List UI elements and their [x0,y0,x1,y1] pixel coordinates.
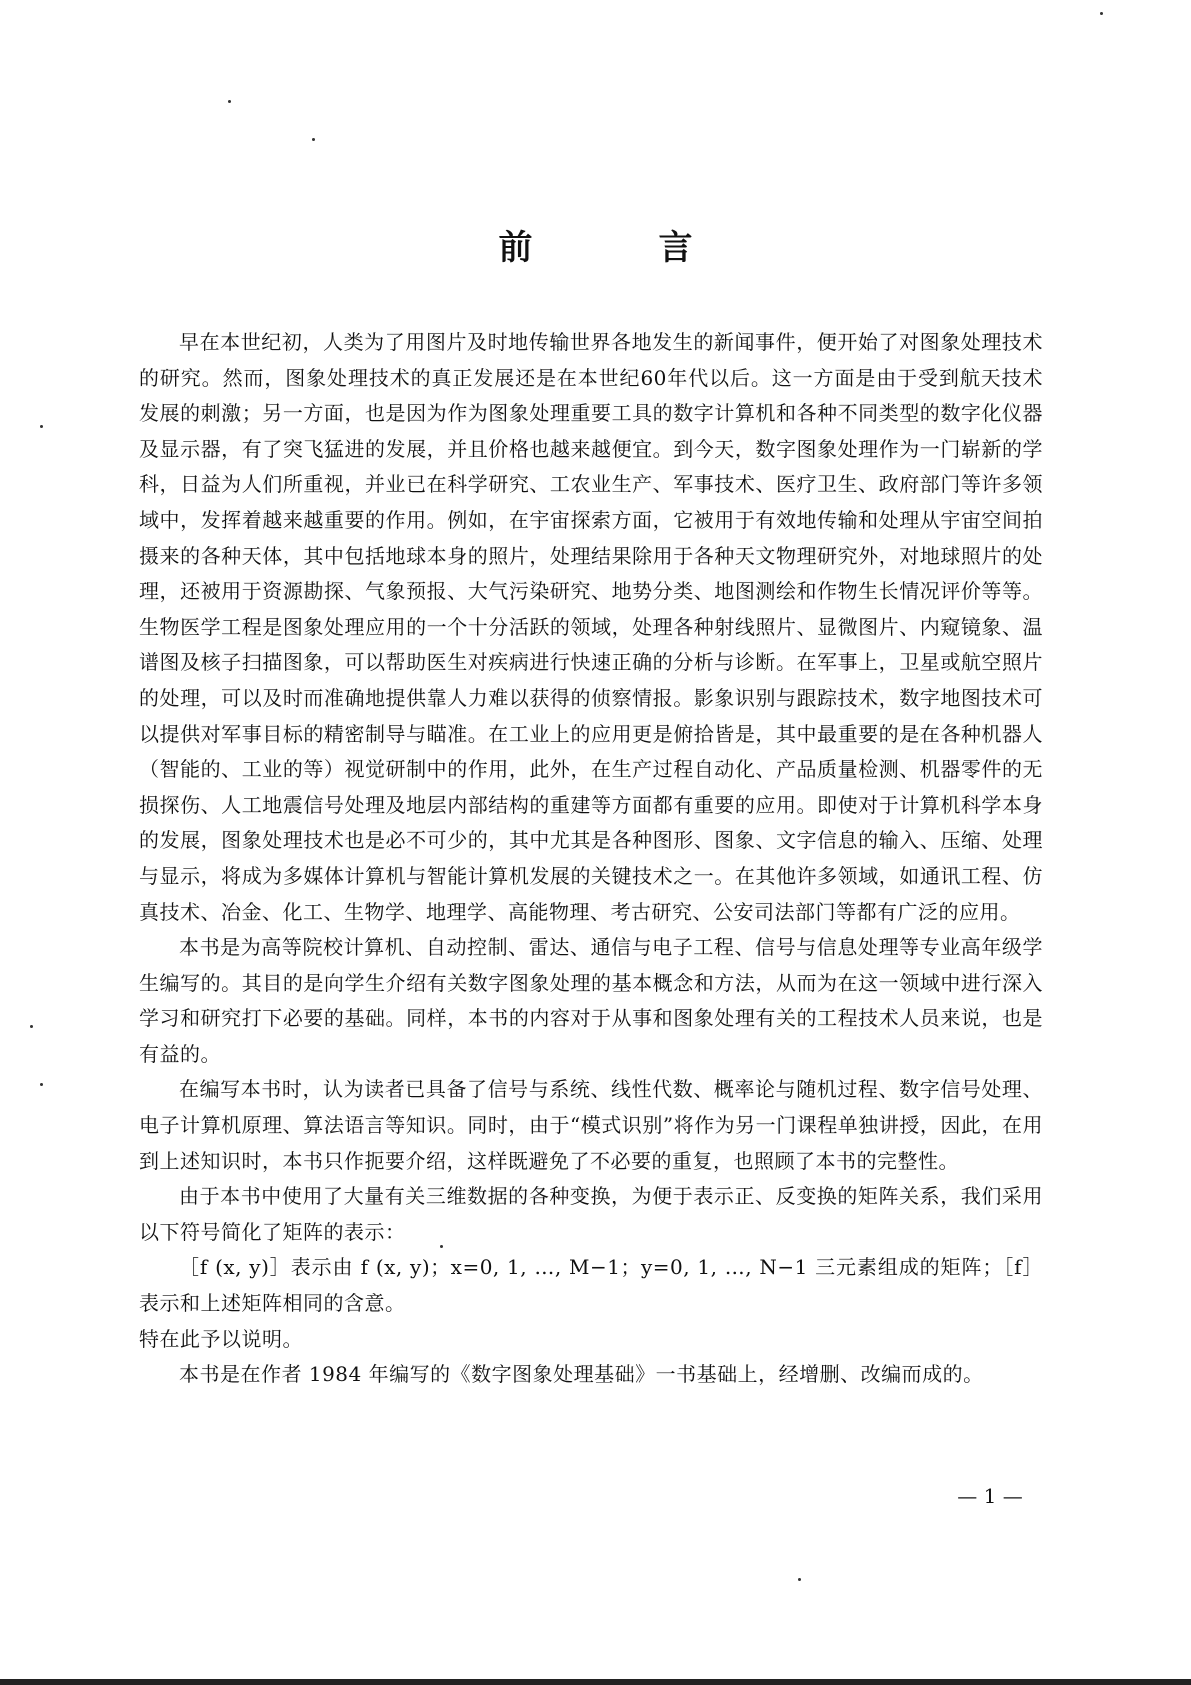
scan-edge [0,1679,1191,1685]
paragraph: 早在本世纪初，人类为了用图片及时地传输世界各地发生的新闻事件，便开始了对图象处理技术的研究。然而，图象处理技术的真正发展还是在本世纪60年代以后。这一方面是由于受到航天技术发展的刺激；另一方面，也是因为作为图象处理重要工具的数字计算机和各种不同类型的数字化仪器及显示器，有了突飞猛进的发展，并且价格也越来越便宜。到今天，数字图象处理作为一门崭新的学科，日益为人们所重视，并业已在科学研究、工农业生产、军事技术、医疗卫生、政府部门等许多领域中，发挥着越来越重要的作用。例如，在宇宙探索方面，它被用于有效地传输和处理从宇宙空间拍摄来的各种天体，其中包括地球本身的照片，处理结果除用于各种天文物理研究外，对地球照片的处理，还被用于资源勘探、气象预报、大气污染研究、地势分类、地图测绘和作物生长情况评价等等。生物医学工程是图象处理应用的一个十分活跃的领域，处理各种射线照片、显微图片、内窥镜象、温谱图及核子扫描图象，可以帮助医生对疾病进行快速正确的分析与诊断。在军事上，卫星或航空照片的处理，可以及时而准确地提供靠人力难以获得的侦察情报。影象识别与跟踪技术，数字地图技术可以提供对军事目标的精密制导与瞄准。在工业上的应用更是俯拾皆是，其中最重要的是在各种机器人（智能的、工业的等）视觉研制中的作用，此外，在生产过程自动化、产品质量检测、机器零件的无损探伤、人工地震信号处理及地层内部结构的重建等方面都有重要的应用。即使对于计算机科学本身的发展，图象处理技术也是必不可少的，其中尤其是各种图形、图象、文字信息的输入、压缩、处理与显示，将成为多媒体计算机与智能计算机发展的关键技术之一。在其他许多领域，如通讯工程、仿真技术、冶金、化工、生物学、地理学、高能物理、考古研究、公安司法部门等都有广泛的应用。 [139,330,1043,924]
scan-speck [40,425,43,428]
paragraph: ［f (x, y)］表示由 f (x, y)；x=0, 1, …, M−1；y=0, 1, …, N−1 三元素组成的矩阵；［f］表示和上述矩阵相同的含意。 [139,1255,1043,1316]
page-number: — 1 — [957,1484,1023,1508]
scan-speck [1100,12,1103,15]
page-title: 前 言 [498,228,739,268]
scan-speck [40,1083,43,1086]
scan-speck [228,100,231,103]
paragraph: 本书是在作者 1984 年编写的《数字图象处理基础》一书基础上，经增删、改编而成的。 [179,1362,984,1387]
scan-speck [312,138,315,141]
paragraph: 本书是为高等院校计算机、自动控制、雷达、通信与电子工程、信号与信息处理等专业高年级学生编写的。其目的是向学生介绍有关数字图象处理的基本概念和方法，从而为在这一领域中进行深入学习和研究打下必要的基础。同样，本书的内容对于从事和图象处理有关的工程技术人员来说，也是有益的。 [139,935,1043,1066]
paragraph: 在编写本书时，认为读者已具备了信号与系统、线性代数、概率论与随机过程、数字信号处理、电子计算机原理、算法语言等知识。同时，由于“模式识别”将作为另一门课程单独讲授，因此，在用到上述知识时，本书只作扼要介绍，这样既避免了不必要的重复，也照顾了本书的完整性。 [139,1077,1043,1173]
preface-body [139,325,1043,1393]
scan-speck [798,1578,801,1581]
paragraph: 特在此予以说明。 [139,1326,303,1351]
scan-speck [30,1025,33,1028]
paragraph: 由于本书中使用了大量有关三维数据的各种变换，为便于表示正、反变换的矩阵关系，我们采用以下符号简化了矩阵的表示： [139,1184,1043,1244]
